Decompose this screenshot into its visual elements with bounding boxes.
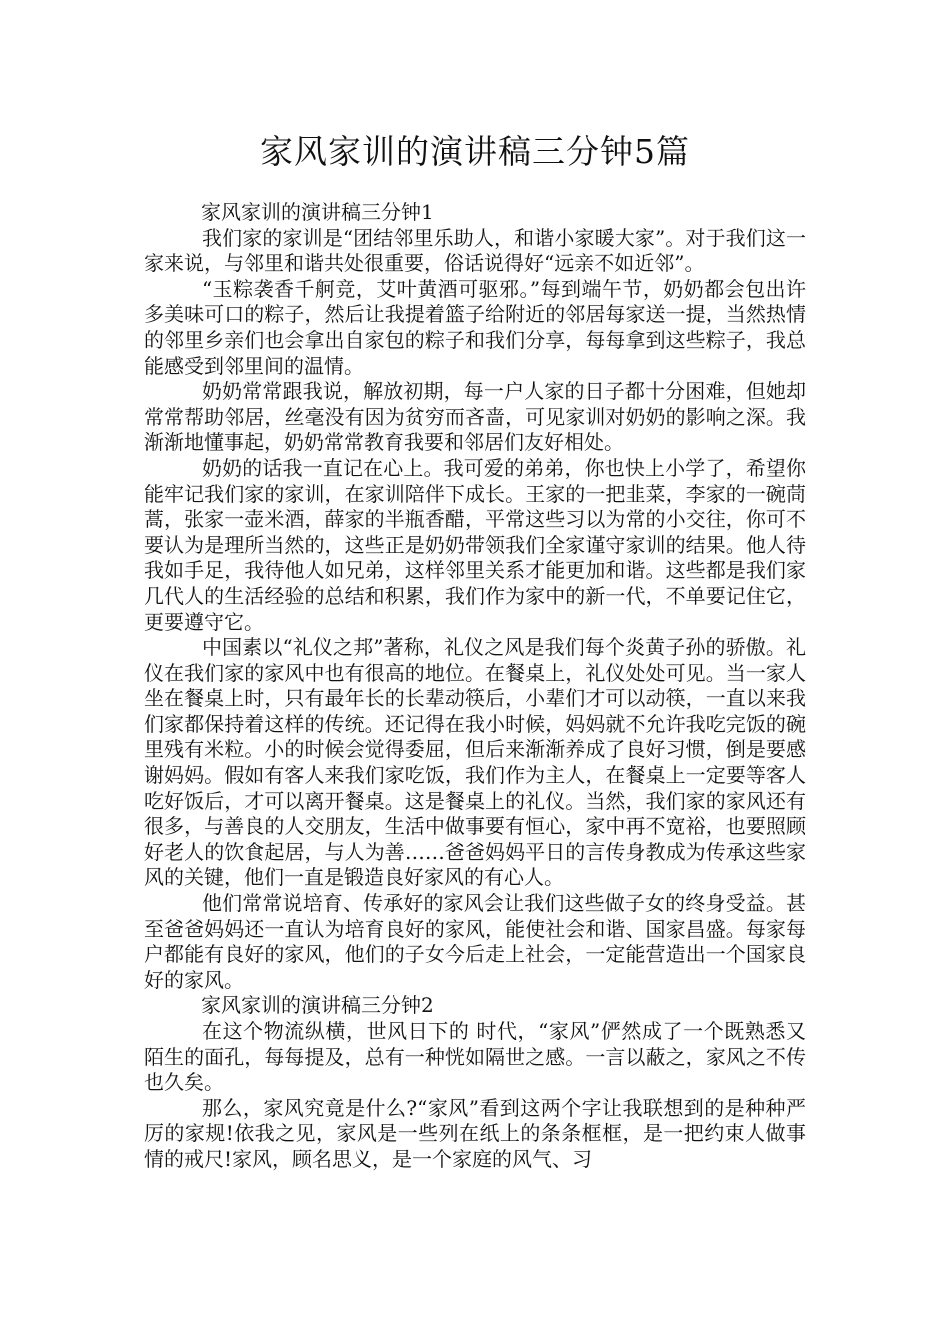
- paragraph: 我们家的家训是“团结邻里乐助人，和谐小家暖大家”。对于我们这一家来说，与邻里和谐共处很重要，俗话说得好“远亲不如近邻”。: [144, 225, 806, 276]
- paragraph: 他们常常说培育、传承好的家风会让我们这些做子女的终身受益。甚至爸爸妈妈还一直认为培育良好的家风，能使社会和谐、国家昌盛。每家每户都能有良好的家风，他们的子女今后走上社会，一定能营造出一个国家良好的家风。: [144, 891, 806, 992]
- document-title: 家风家训的演讲稿三分钟5篇: [260, 132, 690, 171]
- paragraph: 奶奶常常跟我说，解放初期，每一户人家的日子都十分困难，但她却常常帮助邻居，丝毫没有因为贫穷而吝啬，可见家训对奶奶的影响之深。我渐渐地懂事起，奶奶常常教育我要和邻居们友好相处。: [144, 379, 806, 455]
- paragraph: 那么，家风究竟是什么?“家风”看到这两个字让我联想到的是种种严厉的家规!依我之见，家风是一些列在纸上的条条框框，是一把约束人做事情的戒尺!家风，顾名思义，是一个家庭的风气、习: [144, 1095, 806, 1171]
- document-body: [144, 200, 806, 1173]
- paragraph: 奶奶的话我一直记在心上。我可爱的弟弟，你也快上小学了，希望你能牢记我们家的家训，在家训陪伴下成长。王家的一把韭菜，李家的一碗茼蒿，张家一壶米酒，薛家的半瓶香醋，平常这些习以为常的小交往，你可不要认为是理所当然的，这些正是奶奶带领我们全家谨守家训的结果。他人待我如手足，我待他人如兄弟，这样邻里关系才能更加和谐。这些都是我们家几代人的生活经验的总结和积累，我们作为家中的新一代，不单要记住它，更要遵守它。: [144, 455, 806, 634]
- section-heading: 家风家训的演讲稿三分钟1: [201, 200, 434, 224]
- paragraph: 在这个物流纵横，世风日下的 时代，“家风”俨然成了一个既熟悉又陌生的面孔，每每提及，总有一种恍如隔世之感。一言以蔽之，家风之不传也久矣。: [144, 1019, 806, 1095]
- paragraph: “玉粽袭香千舸竞，艾叶黄酒可驱邪。”每到端午节，奶奶都会包出许多美味可口的粽子，然后让我提着篮子给附近的邻居每家送一提，当然热情的邻里乡亲们也会拿出自家包的粽子和我们分享，每每拿到这些粽子，我总能感受到邻里间的温情。: [144, 276, 806, 378]
- section-heading: 家风家训的演讲稿三分钟2: [201, 993, 434, 1018]
- paragraph: 中国素以“礼仪之邦”著称，礼仪之风是我们每个炎黄子孙的骄傲。礼仪在我们家的家风中也有很高的地位。在餐桌上，礼仪处处可见。当一家人坐在餐桌上时，只有最年长的长辈动筷后，小辈们才可以动筷，一直以来我们家都保持着这样的传统。还记得在我小时候，妈妈就不允许我吃完饭的碗里残有米粒。小的时候会觉得委屈，但后来渐渐养成了良好习惯，倒是要感谢妈妈。假如有客人来我们家吃饭，我们作为主人，在餐桌上一定要等客人吃好饭后，才可以离开餐桌。这是餐桌上的礼仪。当然，我们家的家风还有很多，与善良的人交朋友，生活中做事要有恒心，家中再不宽裕，也要照顾好老人的饮食起居，与人为善……爸爸妈妈平日的言传身教成为传承这些家风的关键，他们一直是锻造良好家风的有心人。: [144, 635, 806, 890]
